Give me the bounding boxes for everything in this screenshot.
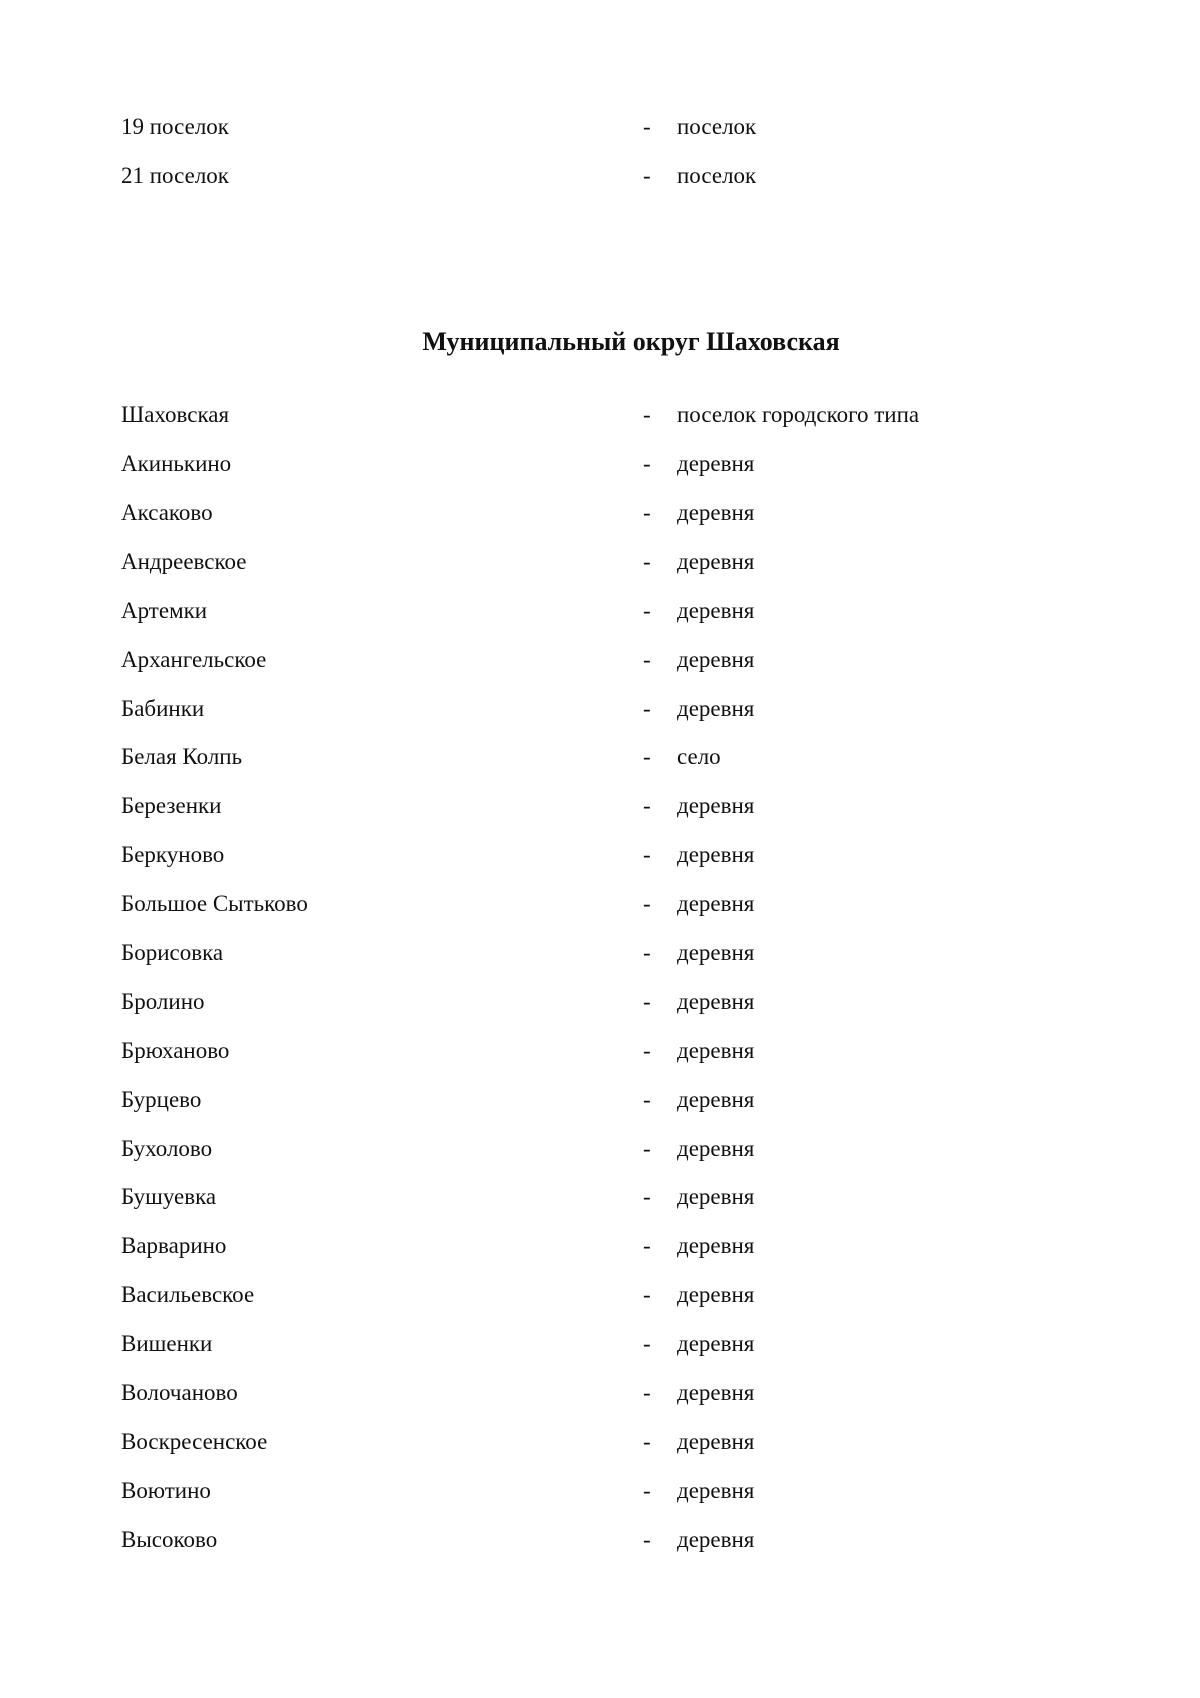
list-item (0, 1476, 1200, 1506)
settlement-name: Андреевское (121, 549, 247, 574)
settlement-name: Высоково (121, 1527, 218, 1552)
list-item (0, 498, 1200, 528)
settlement-name: Аксаково (121, 500, 213, 525)
settlement-name: Воютино (121, 1478, 211, 1503)
list-item (0, 1378, 1200, 1408)
settlement-type: поселок (677, 114, 757, 139)
separator-dash: - (643, 1380, 651, 1405)
settlement-name: Большое Сытьково (121, 891, 308, 916)
separator-dash: - (643, 1429, 651, 1454)
settlement-type: деревня (677, 989, 755, 1014)
settlement-name: Березенки (121, 793, 222, 818)
list-item (0, 112, 1200, 142)
settlement-type: село (677, 744, 721, 769)
settlement-name: Шаховская (121, 402, 230, 427)
settlement-name: Волочаново (121, 1380, 238, 1405)
list-item (0, 1231, 1200, 1261)
list-item (0, 742, 1200, 772)
separator-dash: - (643, 402, 651, 427)
settlement-type: деревня (677, 1282, 755, 1307)
list-item (0, 1036, 1200, 1066)
settlement-type: деревня (677, 1233, 755, 1258)
separator-dash: - (643, 696, 651, 721)
separator-dash: - (643, 940, 651, 965)
settlement-type: деревня (677, 842, 755, 867)
separator-dash: - (643, 1331, 651, 1356)
separator-dash: - (643, 647, 651, 672)
list-item (0, 645, 1200, 675)
settlement-type: деревня (677, 451, 755, 476)
list-item (0, 596, 1200, 626)
list-item (0, 400, 1200, 430)
list-item (0, 1427, 1200, 1457)
separator-dash: - (643, 1282, 651, 1307)
separator-dash: - (643, 1038, 651, 1063)
separator-dash: - (643, 1087, 651, 1112)
settlement-type: деревня (677, 598, 755, 623)
list-item (0, 1085, 1200, 1115)
settlement-name: Бурцево (121, 1087, 202, 1112)
settlement-name: Беркуново (121, 842, 225, 867)
list-item (0, 791, 1200, 821)
settlement-type: поселок городского типа (677, 402, 920, 427)
settlement-type: деревня (677, 1184, 755, 1209)
settlement-type: деревня (677, 1478, 755, 1503)
separator-dash: - (643, 793, 651, 818)
separator-dash: - (643, 1478, 651, 1503)
separator-dash: - (643, 163, 651, 188)
settlement-name: Бабинки (121, 696, 205, 721)
settlement-name: Бролино (121, 989, 205, 1014)
settlement-name: Борисовка (121, 940, 224, 965)
section-title: Муниципальный округ Шаховская (422, 327, 840, 356)
list-item (0, 889, 1200, 919)
settlement-type: деревня (677, 1331, 755, 1356)
settlement-type: деревня (677, 500, 755, 525)
settlement-type: деревня (677, 647, 755, 672)
separator-dash: - (643, 549, 651, 574)
settlement-type: деревня (677, 1038, 755, 1063)
settlement-type: деревня (677, 940, 755, 965)
settlement-name: Варварино (121, 1233, 227, 1258)
list-item (0, 161, 1200, 191)
settlement-type: деревня (677, 1527, 755, 1552)
settlement-name: Воскресенское (121, 1429, 268, 1454)
list-item (0, 547, 1200, 577)
separator-dash: - (643, 989, 651, 1014)
settlement-name: Брюханово (121, 1038, 230, 1063)
separator-dash: - (643, 842, 651, 867)
settlement-name: Белая Колпь (121, 744, 243, 769)
settlement-name: Акинькино (121, 451, 232, 476)
settlement-type: деревня (677, 793, 755, 818)
settlement-name: Бушуевка (121, 1184, 217, 1209)
list-item (0, 449, 1200, 479)
list-item (0, 1280, 1200, 1310)
settlement-type: деревня (677, 1087, 755, 1112)
list-item (0, 694, 1200, 724)
list-item (0, 938, 1200, 968)
separator-dash: - (643, 744, 651, 769)
list-item (0, 840, 1200, 870)
separator-dash: - (643, 1527, 651, 1552)
settlement-type: поселок (677, 163, 757, 188)
settlement-name: Вишенки (121, 1331, 213, 1356)
list-item (0, 1182, 1200, 1212)
settlement-type: деревня (677, 549, 755, 574)
separator-dash: - (643, 598, 651, 623)
settlement-name: Васильевское (121, 1282, 255, 1307)
settlement-type: деревня (677, 1380, 755, 1405)
list-item (0, 1525, 1200, 1555)
settlement-name: 21 поселок (121, 163, 229, 188)
settlement-type: деревня (677, 696, 755, 721)
settlement-name: Архангельское (121, 647, 267, 672)
settlement-type: деревня (677, 1429, 755, 1454)
separator-dash: - (643, 451, 651, 476)
separator-dash: - (643, 891, 651, 916)
list-item (0, 987, 1200, 1017)
settlement-type: деревня (677, 1136, 755, 1161)
separator-dash: - (643, 1184, 651, 1209)
settlement-name: Бухолово (121, 1136, 213, 1161)
separator-dash: - (643, 500, 651, 525)
separator-dash: - (643, 114, 651, 139)
separator-dash: - (643, 1136, 651, 1161)
settlement-name: Артемки (121, 598, 208, 623)
list-item (0, 1134, 1200, 1164)
settlement-name: 19 поселок (121, 114, 229, 139)
list-item (0, 1329, 1200, 1359)
settlement-type: деревня (677, 891, 755, 916)
separator-dash: - (643, 1233, 651, 1258)
